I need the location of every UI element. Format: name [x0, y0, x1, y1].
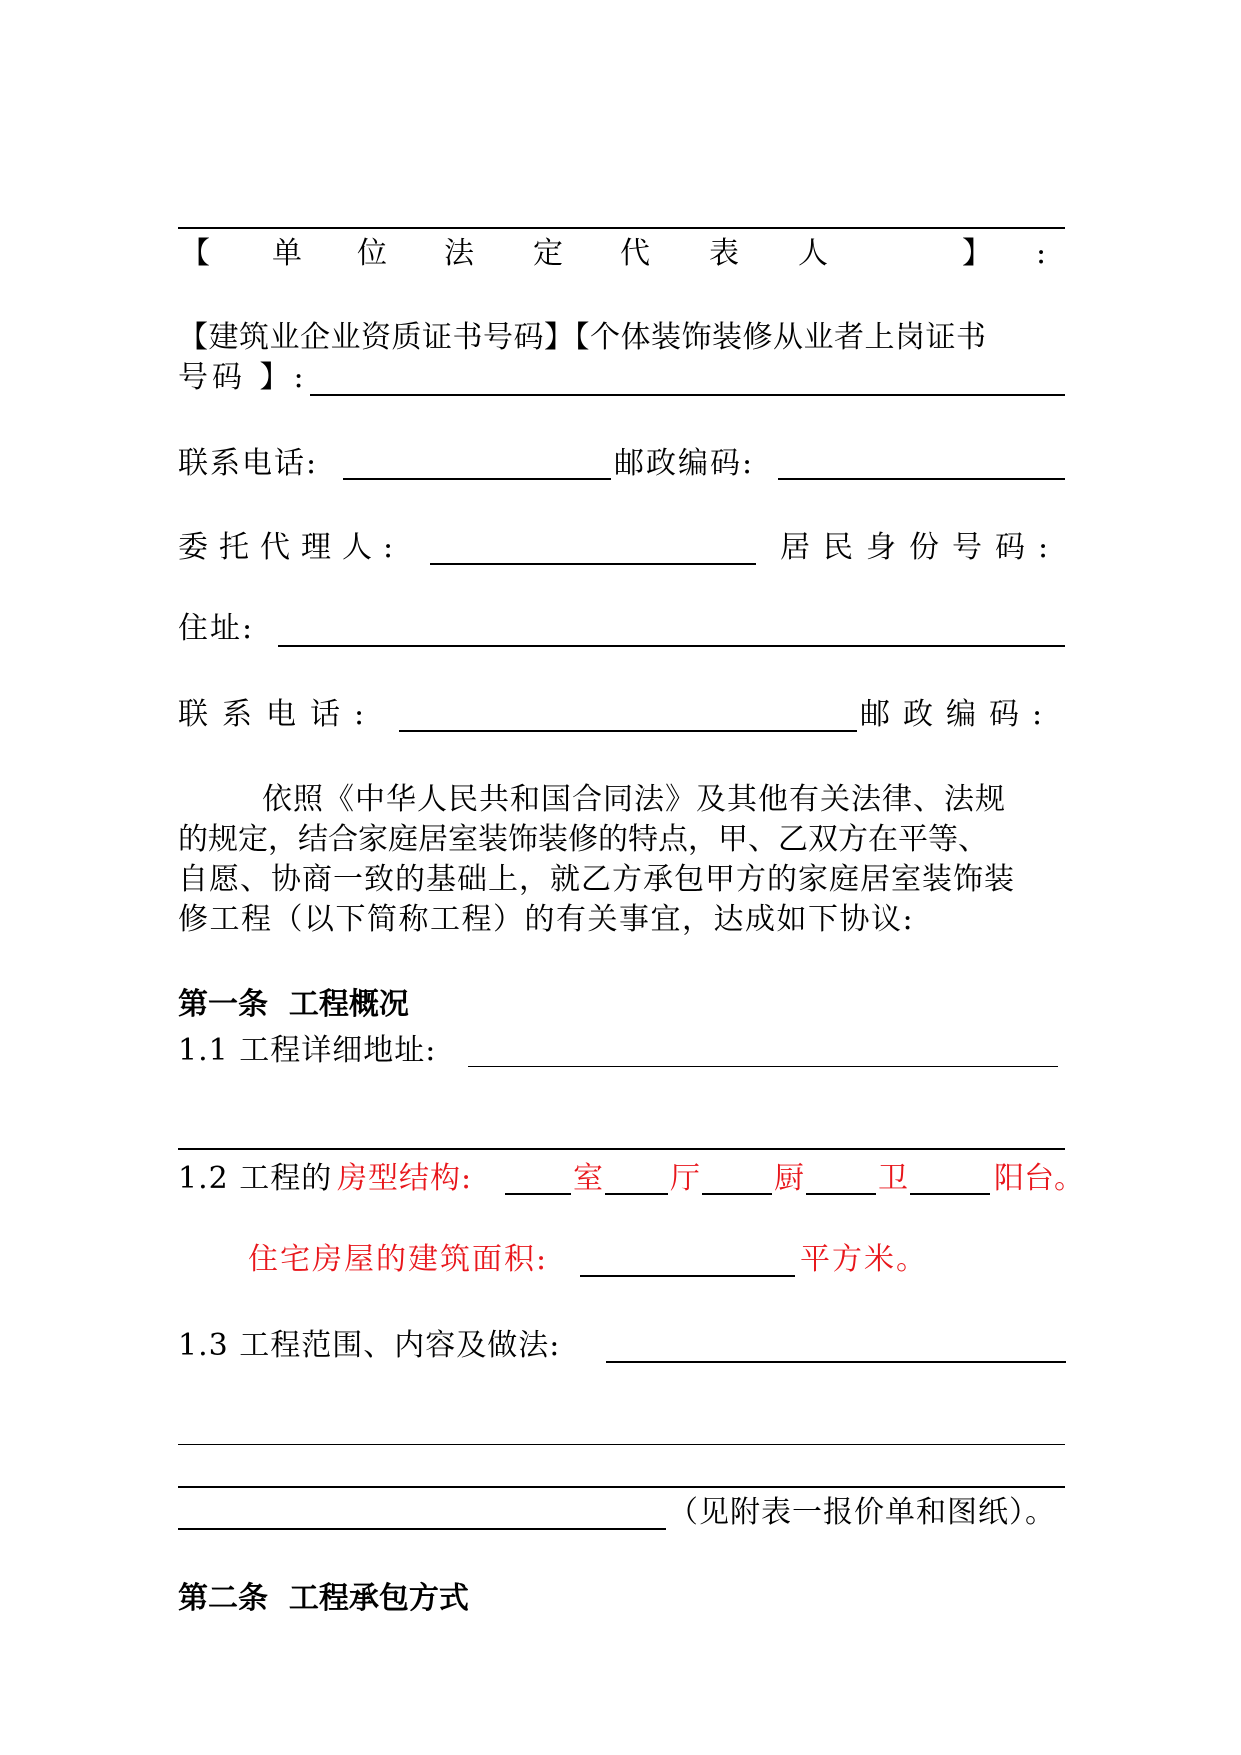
- item-1-2-prefix: 1.2 工程的: [178, 1161, 333, 1196]
- balcony-count-blank[interactable]: [910, 1193, 990, 1195]
- agent-label: 委托代理人:: [178, 530, 405, 565]
- room-count-blank[interactable]: [505, 1193, 571, 1195]
- preamble-line-3: 自愿、协商一致的基础上，就乙方承包甲方的家庭居室装饰装: [178, 862, 1015, 897]
- preamble-line-2: 的规定，结合家庭居室装饰装修的特点，甲、乙双方在平等、: [178, 822, 988, 857]
- legal-rep-char: 表: [709, 236, 739, 271]
- phone-blank[interactable]: [343, 478, 611, 480]
- scope-blank-4[interactable]: [178, 1528, 666, 1530]
- bathroom-count-blank[interactable]: [806, 1193, 876, 1195]
- address-blank[interactable]: [278, 645, 1065, 647]
- project-address-blank[interactable]: [468, 1066, 1058, 1067]
- phone-label-2: 联系电话:: [178, 697, 379, 732]
- legal-rep-char: 单: [272, 236, 302, 271]
- legal-rep-char: 人: [798, 236, 828, 271]
- top-rule: [178, 227, 1065, 229]
- kitchen-count-blank[interactable]: [702, 1193, 772, 1195]
- postcode-blank[interactable]: [778, 478, 1065, 480]
- phone-label: 联系电话:: [178, 446, 319, 481]
- preamble-line-4: 修工程（以下简称工程）的有关事宜，达成如下协议:: [178, 902, 915, 937]
- room-structure-label: 房型结构:: [337, 1161, 473, 1196]
- postcode-label-2: 邮政编码:: [860, 697, 1056, 732]
- scope-blank-2[interactable]: [178, 1444, 1065, 1445]
- room-unit: 室: [573, 1161, 603, 1196]
- legal-rep-colon: :: [1036, 236, 1047, 271]
- agent-blank[interactable]: [430, 563, 756, 565]
- item-1-1-label: 1.1 工程详细地址:: [178, 1033, 437, 1068]
- qualification-line-1: 【建筑业企业资质证书号码】【个体装饰装修从业者上岗证书: [178, 320, 987, 355]
- legal-rep-char: 法: [444, 236, 474, 271]
- item-1-3-label: 1.3 工程范围、内容及做法:: [178, 1328, 561, 1363]
- legal-rep-open-bracket: 【: [180, 236, 210, 271]
- scope-blank-3[interactable]: [178, 1486, 1065, 1488]
- article-1-heading: 第一条 工程概况: [178, 987, 409, 1022]
- phone-blank-2[interactable]: [399, 730, 857, 732]
- project-address-blank-2[interactable]: [178, 1148, 1065, 1150]
- legal-rep-char: 代: [620, 236, 650, 271]
- legal-rep-close-bracket: 】: [962, 236, 992, 271]
- building-area-blank[interactable]: [580, 1275, 795, 1277]
- building-area-label: 住宅房屋的建筑面积:: [248, 1242, 549, 1277]
- article-2-heading: 第二条 工程承包方式: [178, 1581, 469, 1616]
- hall-unit: 厅: [670, 1161, 700, 1196]
- hall-count-blank[interactable]: [605, 1193, 668, 1195]
- postcode-label: 邮政编码:: [614, 446, 755, 481]
- qualification-blank[interactable]: [310, 394, 1065, 396]
- preamble-line-1: 依照《中华人民共和国合同法》及其他有关法律、法规: [262, 782, 1006, 817]
- balcony-unit: 阳台。: [994, 1161, 1084, 1196]
- legal-rep-char: 位: [357, 236, 387, 271]
- legal-rep-char: 定: [533, 236, 563, 271]
- id-number-label: 居民身份号码:: [780, 530, 1062, 565]
- area-unit: 平方米。: [800, 1242, 928, 1277]
- see-attachment-text: （见附表一报价单和图纸）。: [668, 1495, 1056, 1530]
- bathroom-unit: 卫: [878, 1161, 908, 1196]
- qualification-line-2: 号码 】:: [178, 360, 308, 395]
- address-label: 住址:: [178, 611, 255, 646]
- kitchen-unit: 厨: [774, 1161, 804, 1196]
- scope-blank-1[interactable]: [606, 1361, 1066, 1363]
